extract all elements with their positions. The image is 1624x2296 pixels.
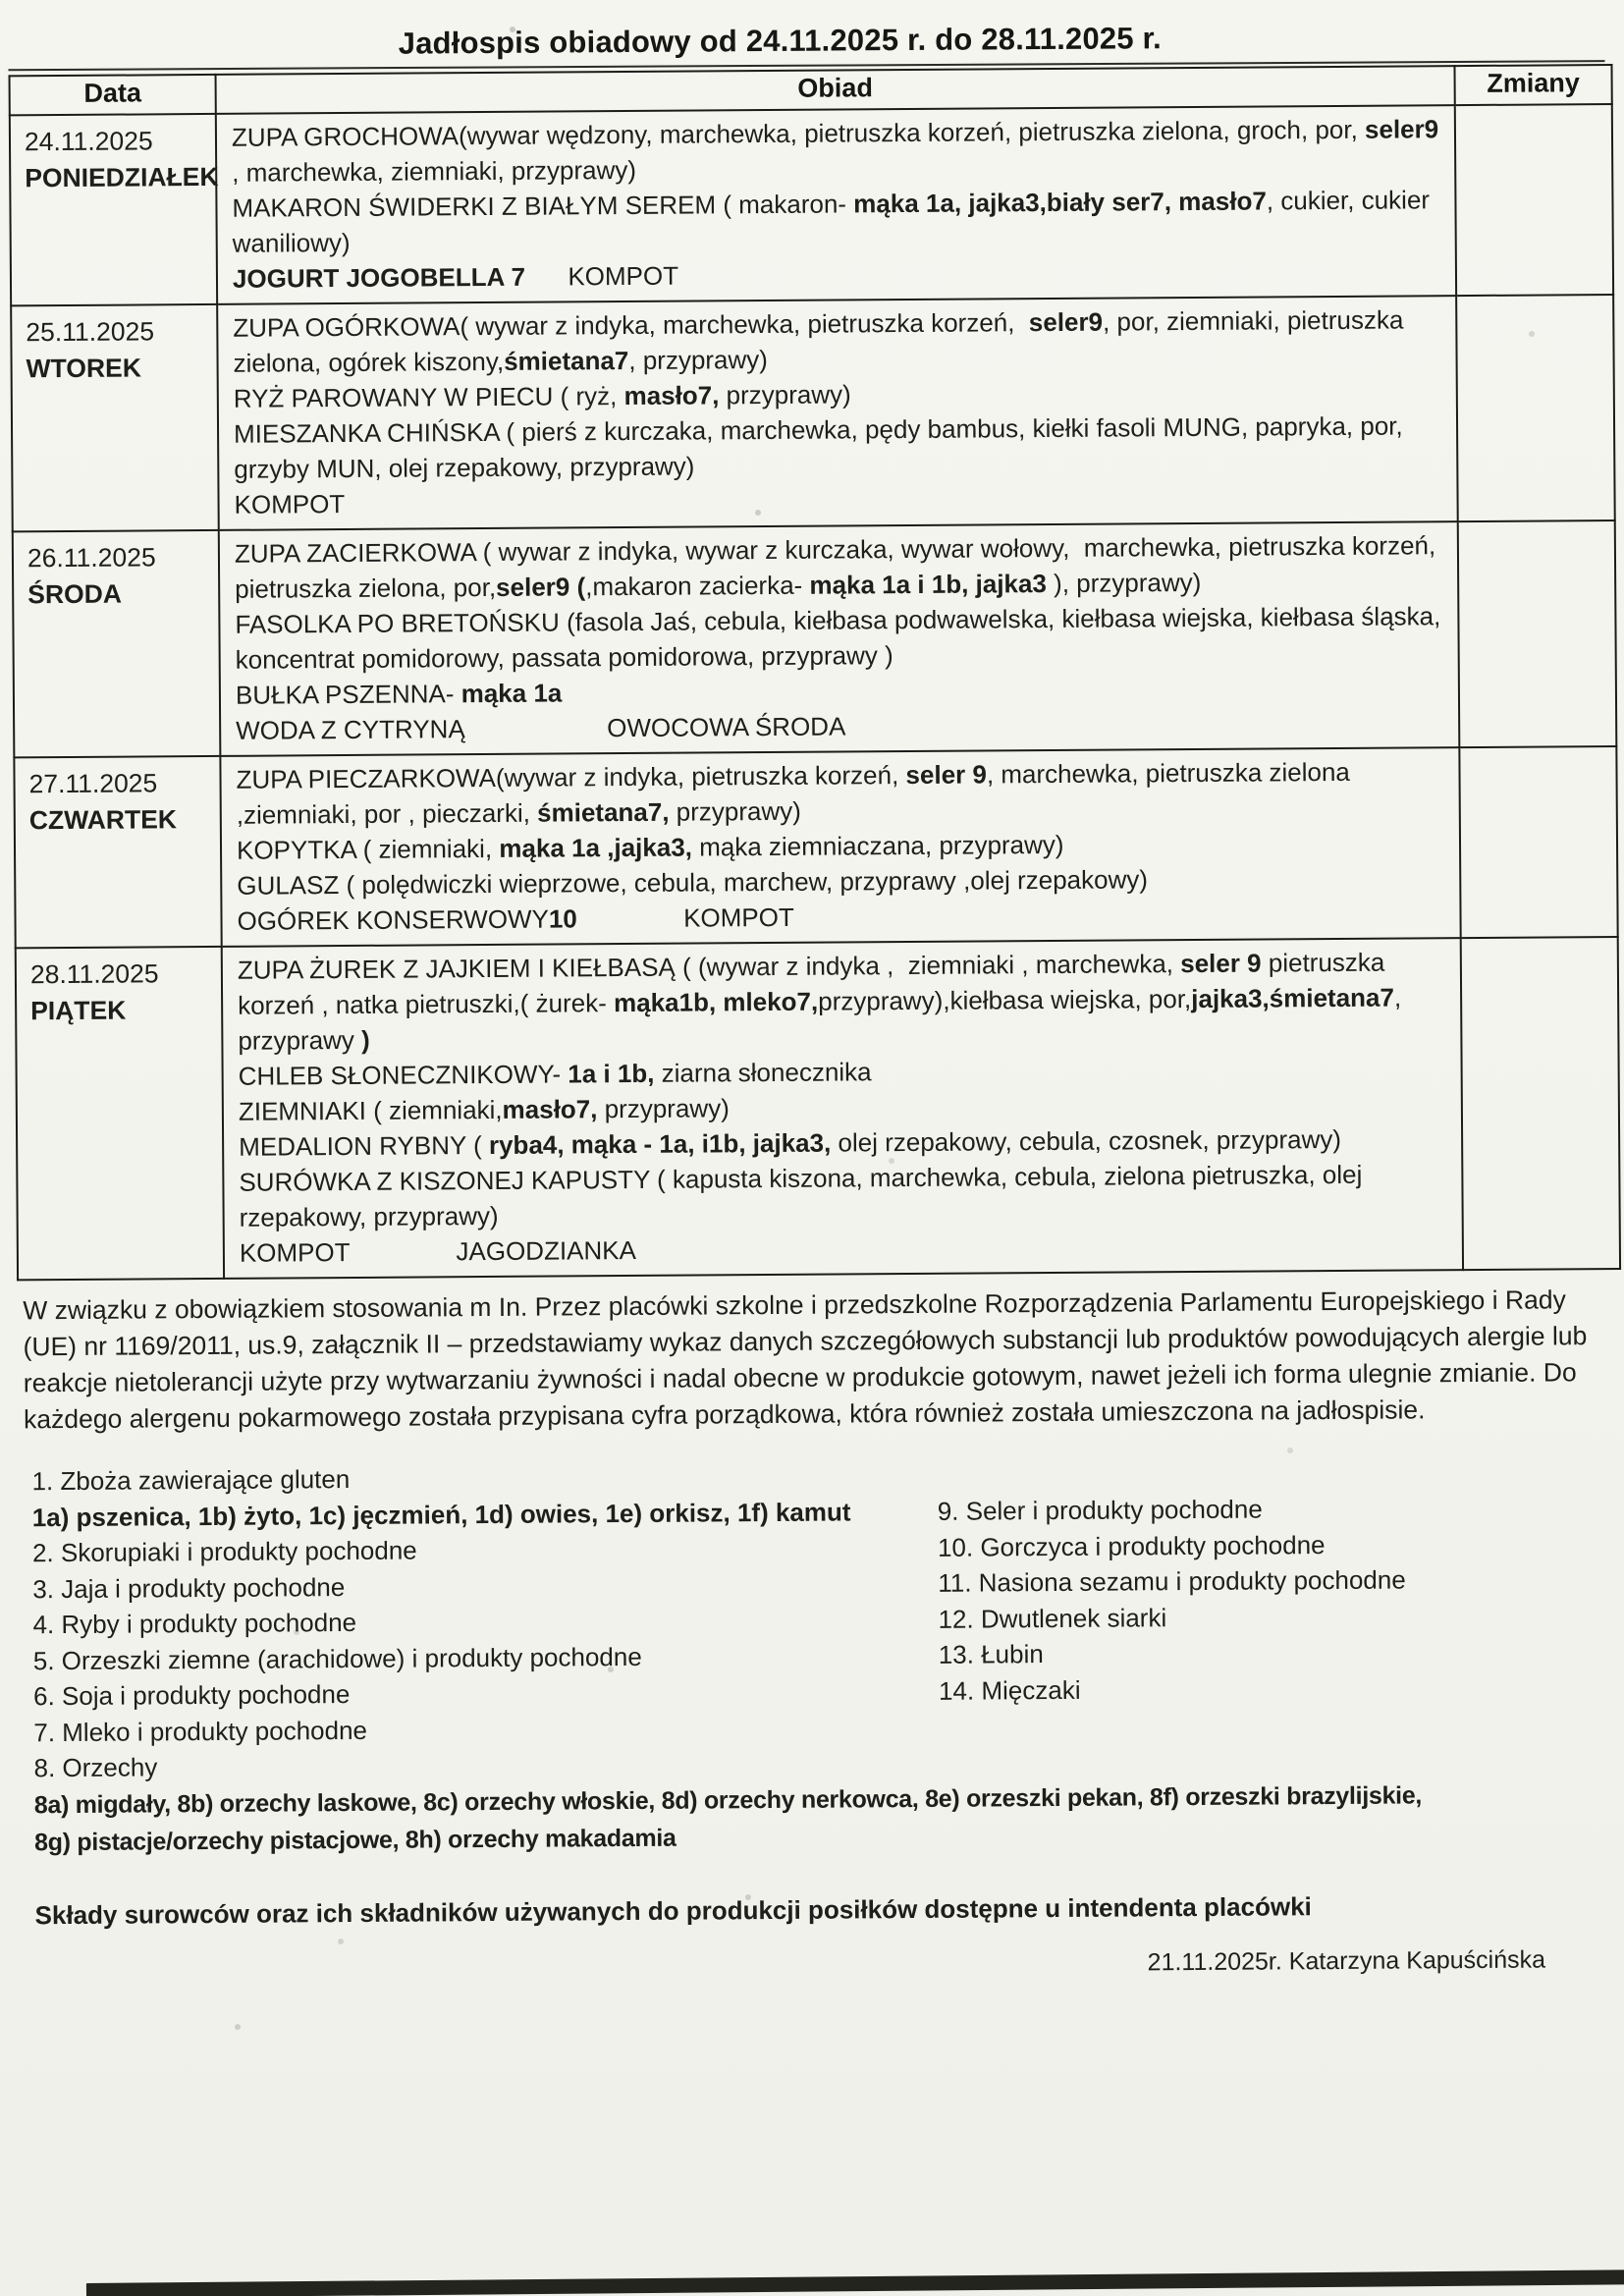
meal-text: śmietana7, bbox=[537, 796, 670, 828]
meal-text: ZUPA PIECZARKOWA(wywar z indyka, pietruszka korzeń, bbox=[236, 760, 906, 794]
menu-date: 28.11.2025 bbox=[29, 958, 159, 990]
meal-text: mąka 1a i 1b, jajka3 bbox=[809, 569, 1047, 600]
allergen-item: 12. Dwutlenek siarki bbox=[938, 1602, 1167, 1634]
meal-line bbox=[235, 598, 1447, 678]
meal-text: ZUPA GROCHOWA(wywar wędzony, marchewka, pietruszka korzeń, pietruszka zielona, groch, por, bbox=[231, 114, 1366, 152]
meal-text: KOMPOT bbox=[576, 902, 794, 934]
meal-text: olej rzepakowy, cebula, czosnek, przyprawy) bbox=[831, 1123, 1342, 1158]
meal-line bbox=[236, 753, 1448, 833]
signature: 21.11.2025r. Katarzyna Kapuścińska bbox=[1147, 1945, 1546, 1976]
header-zmiany: Zmiany bbox=[1454, 65, 1611, 105]
meal-text: pietruszka korzeń , natka pietruszki,( żurek- bbox=[238, 947, 1399, 1020]
allergen-list-right bbox=[937, 1452, 1567, 1779]
allergen-item: 8. Orzechy bbox=[33, 1752, 158, 1783]
meal-text: masło7, bbox=[502, 1094, 598, 1124]
menu-changes-cell bbox=[1455, 104, 1613, 296]
meal-text: , marchewka, pietruszka zielona ,ziemniaki, por , pieczarki, bbox=[236, 756, 1358, 830]
menu-table bbox=[9, 64, 1622, 1281]
menu-date-cell bbox=[13, 530, 221, 757]
meal-text: OGÓREK KONSERWOWY bbox=[237, 903, 549, 936]
menu-changes-cell bbox=[1458, 520, 1617, 747]
meal-text: śmietana7 bbox=[504, 345, 629, 376]
meal-text: MAKARON ŚWIDERKI Z BIAŁYM SEREM ( makaron- bbox=[232, 189, 854, 223]
menu-row bbox=[16, 937, 1620, 1280]
meal-text: CHLEB SŁONECZNIKOWY- bbox=[238, 1059, 568, 1091]
menu-date-cell bbox=[11, 304, 219, 531]
meal-text: KOMPOT bbox=[239, 1236, 351, 1268]
allergen-item: 5. Orzeszki ziemne (arachidowe) i produkty pochodne bbox=[32, 1641, 642, 1675]
menu-day: PIĄTEK bbox=[30, 995, 127, 1026]
meal-text: mąka 1a, jajka3,biały ser7, masło7 bbox=[853, 186, 1267, 219]
meal-text: ,makaron zacierka- bbox=[585, 570, 810, 602]
menu-meal-cell bbox=[219, 521, 1460, 756]
menu-row bbox=[13, 520, 1617, 757]
menu-date: 27.11.2025 bbox=[28, 768, 158, 799]
menu-date-cell bbox=[16, 947, 224, 1280]
menu-changes-cell bbox=[1456, 295, 1615, 521]
meal-text: seler9 bbox=[1028, 306, 1104, 338]
allergen-item: 4. Ryby i produkty pochodne bbox=[32, 1607, 357, 1640]
allergen-list-left bbox=[31, 1457, 939, 1786]
meal-text: MEDALION RYBNY ( bbox=[239, 1130, 490, 1162]
meal-text: mąka ziemniaczana, przyprawy) bbox=[691, 829, 1064, 862]
menu-changes-cell bbox=[1461, 937, 1620, 1270]
meal-text: przyprawy) bbox=[719, 379, 851, 410]
meal-text: JOGURT JOGOBELLA 7 bbox=[232, 261, 526, 294]
allergen-section bbox=[31, 1452, 1624, 1861]
allergen-item: 14. Mięczaki bbox=[938, 1674, 1081, 1706]
menu-day: CZWARTEK bbox=[28, 804, 178, 836]
meal-text: seler 9 bbox=[1180, 948, 1262, 979]
menu-row bbox=[10, 104, 1613, 305]
meal-text: ZIEMNIAKI ( ziemniaki, bbox=[238, 1094, 503, 1126]
menu-table-body bbox=[10, 104, 1620, 1280]
meal-line bbox=[237, 895, 1449, 939]
document-title: Jadłospis obiadowy od 24.11.2025 r. do 28.11.2025 r. bbox=[398, 21, 1163, 61]
meal-text: mąka 1a bbox=[460, 678, 563, 709]
allergen-columns bbox=[31, 1452, 1624, 1786]
meal-text: przyprawy),kiełbasa wiejska, por, bbox=[818, 984, 1192, 1016]
allergen-notice: W związku z obowiązkiem stosowania m In. Przez placówki szkolne i przedszkolne Rozporządzenia Parlamentu Europejskiego i Rady (UE) nr 1169/2011, us.9, załącznik II – przedstawiamy wykaz danych szczegółowych substancji lub produktów powodujących alergie lub reakcje nietolerancji użyte przy wytwarzaniu żywności i nadal obecne w produkcie gotowym, nawet jeżeli ich forma ulegnie zmianie. Do każdego alergenu pokarmowego została przypisana cyfra porządkowa, która również została umieszczona na jadłospisie. bbox=[23, 1285, 1588, 1435]
meal-text: 1a i 1b, bbox=[568, 1058, 655, 1089]
meal-text: , marchewka, ziemniaki, przyprawy) bbox=[232, 114, 1446, 188]
menu-date: 26.11.2025 bbox=[27, 542, 156, 574]
meal-line bbox=[235, 527, 1447, 607]
meal-text: KOMPOT bbox=[524, 260, 679, 292]
meal-line bbox=[234, 408, 1446, 487]
menu-meal-cell bbox=[217, 296, 1458, 530]
allergen-list-nuts bbox=[34, 1775, 1624, 1860]
menu-meal-cell bbox=[222, 938, 1463, 1279]
meal-line bbox=[232, 111, 1444, 191]
header-data: Data bbox=[10, 75, 216, 115]
allergen-item: 10. Gorczyca i produkty pochodne bbox=[937, 1529, 1326, 1562]
meal-text: MIESZANKA CHIŃSKA ( pierś z kurczaka, marchewka, pędy bambus, kiełki fasoli MUNG, papryka, por, grzyby MUN, olej rzepakowy, przyprawy) bbox=[233, 410, 1411, 484]
menu-day: PONIEDZIAŁEK bbox=[25, 161, 219, 193]
allergen-item: 6. Soja i produkty pochodne bbox=[32, 1679, 351, 1712]
meal-text: seler9 bbox=[1364, 114, 1439, 144]
menu-day: WTOREK bbox=[26, 353, 142, 384]
meal-text: mąka1b, mleko7, bbox=[613, 986, 819, 1018]
meal-line bbox=[232, 182, 1444, 261]
menu-row bbox=[11, 295, 1615, 531]
meal-text: , por, ziemniaki, pietruszka zielona, ogórek kiszony, bbox=[233, 304, 1411, 378]
meal-text: przyprawy) bbox=[597, 1093, 730, 1124]
meal-line bbox=[236, 704, 1448, 748]
menu-meal-cell bbox=[220, 747, 1460, 947]
scan-specks-artifact bbox=[0, 0, 4, 4]
allergen-item: 9. Seler i produkty pochodne bbox=[937, 1494, 1263, 1526]
allergen-item: 1. Zboża zawierające gluten bbox=[31, 1464, 351, 1497]
meal-line bbox=[233, 252, 1445, 297]
header-obiad: Obiad bbox=[216, 66, 1455, 114]
meal-text: mąka 1a ,jajka3, bbox=[499, 832, 693, 863]
menu-date-cell bbox=[14, 756, 221, 948]
meal-text: SURÓWKA Z KISZONEJ KAPUSTY ( kapusta kiszona, marchewka, cebula, zielona pietruszka, olej rzepakowy, przyprawy) bbox=[239, 1159, 1370, 1232]
meal-text: ryba4, mąka - 1a, i1b, jajka3, bbox=[488, 1127, 832, 1161]
meal-text: ZUPA ŻUREK Z JAJKIEM I KIEŁBASĄ ( (wywar z indyka , ziemniaki , marchewka, bbox=[237, 949, 1181, 985]
menu-date: 25.11.2025 bbox=[26, 316, 155, 348]
menu-date-cell bbox=[10, 114, 217, 305]
meal-text: JAGODZIANKA bbox=[349, 1234, 637, 1267]
meal-text: BUŁKA PSZENNA- bbox=[235, 679, 461, 710]
allergen-item: 8a) migdały, 8b) orzechy laskowe, 8c) orzechy włoskie, 8d) orzechy nerkowca, 8e) orzeszki pekan, 8f) orzeszki brazylijskie, bbox=[33, 1780, 1423, 1819]
meal-text: ziarna słonecznika bbox=[654, 1057, 872, 1088]
meal-text: KOMPOT bbox=[234, 489, 346, 519]
meal-line bbox=[240, 1227, 1452, 1271]
meal-text: 10 bbox=[548, 903, 577, 934]
meal-line bbox=[239, 1156, 1451, 1235]
menu-date: 24.11.2025 bbox=[24, 126, 153, 157]
meal-text: WODA Z CYTRYNĄ bbox=[236, 714, 465, 745]
allergen-item: 8g) pistacje/orzechy pistacjowe, 8h) orzechy makadamia bbox=[33, 1824, 677, 1856]
allergen-item: 13. Łubin bbox=[938, 1639, 1044, 1669]
meal-text: , cukier, cukier waniliowy) bbox=[232, 185, 1437, 258]
meal-text: seler9 ( bbox=[496, 572, 586, 602]
allergen-item: 7. Mleko i produkty pochodne bbox=[33, 1715, 368, 1747]
allergen-item: 11. Nasiona sezamu i produkty pochodne bbox=[938, 1564, 1406, 1598]
meal-text: seler 9 bbox=[905, 759, 987, 791]
meal-text: przyprawy) bbox=[669, 795, 801, 827]
menu-changes-cell bbox=[1459, 746, 1617, 938]
meal-text: , przyprawy) bbox=[628, 345, 768, 375]
ingredients-availability-note: Składy surowców oraz ich składników używanych do produkcji posiłków dostępne u intendenta placówki bbox=[34, 1890, 1312, 1930]
meal-text: KOPYTKA ( ziemniaki, bbox=[236, 833, 500, 865]
meal-text: masło7, bbox=[623, 380, 720, 411]
meal-text: ) bbox=[360, 1024, 370, 1055]
allergen-item: 1a) pszenica, 1b) żyto, 1c) jęczmień, 1d) owies, 1e) orkisz, 1f) kamut bbox=[31, 1496, 851, 1532]
meal-text: GULASZ ( polędwiczki wieprzowe, cebula, marchew, przyprawy ,olej rzepakowy) bbox=[237, 864, 1149, 901]
meal-line bbox=[233, 301, 1445, 381]
meal-text: jajka3,śmietana7 bbox=[1191, 982, 1395, 1014]
menu-day: ŚRODA bbox=[27, 578, 123, 610]
menu-row bbox=[14, 746, 1617, 948]
meal-text: FASOLKA PO BRETOŃSKU (fasola Jaś, cebula, kiełbasa podwawelska, kiełbasa wiejska, kiełbasa śląska, koncentrat pomidorowy, passata pomidorowa, przyprawy ) bbox=[235, 601, 1448, 675]
meal-text: , przyprawy bbox=[238, 982, 1409, 1056]
meal-text: OWOCOWA ŚRODA bbox=[464, 711, 846, 744]
meal-line bbox=[238, 944, 1451, 1059]
allergen-item: 3. Jaja i produkty pochodne bbox=[32, 1571, 346, 1604]
allergen-item: 2. Skorupiaki i produkty pochodne bbox=[31, 1535, 417, 1568]
meal-text: ZUPA OGÓRKOWA( wywar z indyka, marchewka, pietruszka korzeń, bbox=[233, 307, 1029, 343]
meal-text: ), przyprawy) bbox=[1046, 567, 1202, 599]
meal-text: RYŻ PAROWANY W PIECU ( ryż, bbox=[233, 381, 624, 413]
meal-text: ZUPA ZACIERKOWA ( wywar z indyka, wywar z kurczaka, wywar wołowy, marchewka, pietruszka korzeń, pietruszka zielona, por, bbox=[234, 530, 1443, 604]
scan-edge-artifact bbox=[86, 2269, 1624, 2296]
menu-meal-cell bbox=[216, 105, 1456, 304]
